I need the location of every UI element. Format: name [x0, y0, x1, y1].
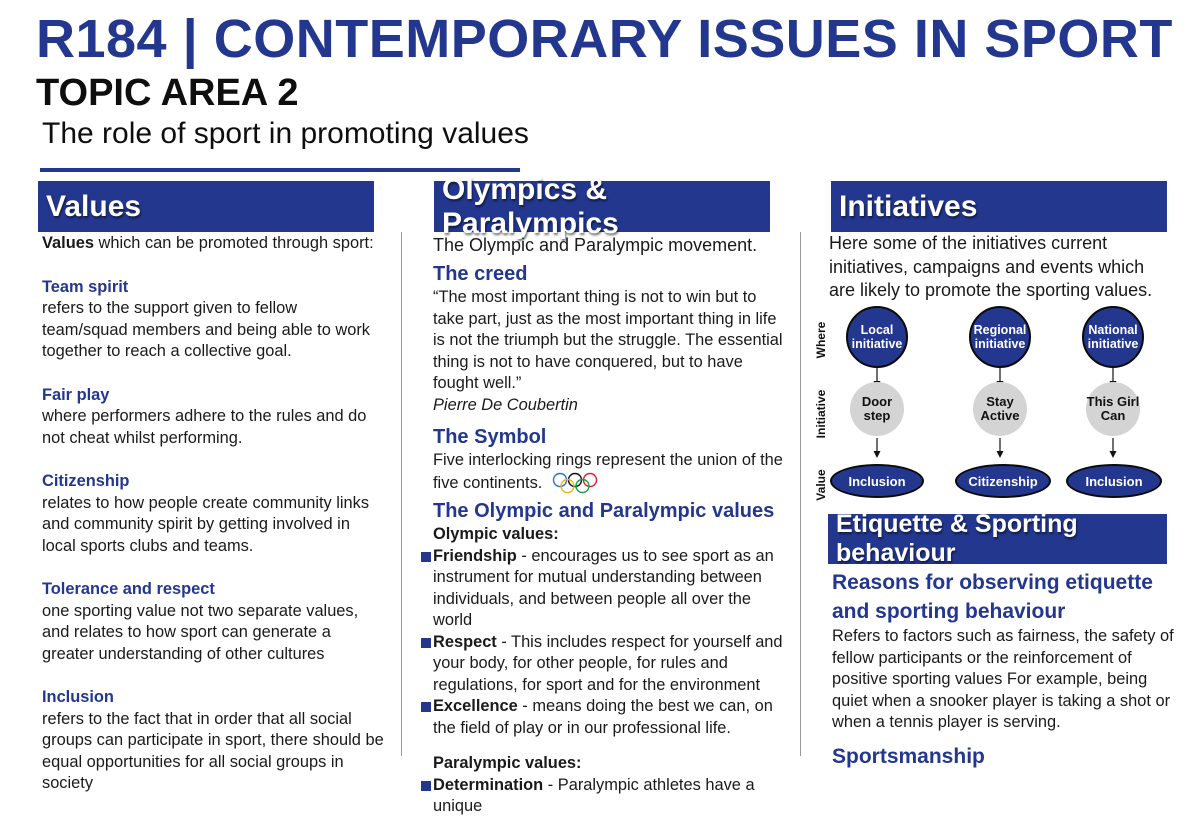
- value-label: Inclusion: [848, 473, 906, 489]
- initiatives-section-header: [831, 181, 1167, 232]
- olympics-intro: The Olympic and Paralympic movement.: [433, 235, 758, 255]
- column-divider-right: [800, 232, 801, 756]
- page-subtitle: The role of sport in promoting values: [42, 117, 529, 150]
- page-title: R184 | CONTEMPORARY ISSUES IN SPORT: [36, 9, 1173, 69]
- value-name: Citizenship: [42, 472, 130, 490]
- paralympic-value-determination: [433, 775, 783, 818]
- values-intro-bold: Values: [42, 234, 94, 252]
- where-circle-regional: [969, 306, 1031, 368]
- topic-area-heading: TOPIC AREA 2: [36, 72, 299, 114]
- olympic-value-name: Respect: [433, 632, 497, 651]
- where-label: Regional initiative: [973, 323, 1027, 351]
- creed-author: Pierre De Coubertin: [433, 395, 578, 414]
- symbol-heading: The Symbol: [433, 426, 547, 448]
- initiative-circle-door-step: [850, 382, 904, 436]
- value-item-inclusion: [42, 687, 387, 795]
- value-description: refers to the support given to fellow team/squad members and being able to work together to reach a collective goal.: [42, 299, 370, 360]
- row-label-initiative: Initiative: [814, 389, 828, 439]
- row-label-where: Where: [814, 321, 828, 359]
- paralympic-values-label: Paralympic values:: [433, 754, 582, 772]
- values-heading: Values: [46, 189, 142, 223]
- value-oval-citizenship: [955, 464, 1051, 498]
- value-description: where performers adhere to the rules and do not cheat whilst performing.: [42, 407, 367, 447]
- initiatives-diagram: [806, 300, 1176, 510]
- olympic-values-label: Olympic values:: [433, 525, 559, 543]
- value-item-citizenship: [42, 471, 387, 557]
- initiative-circle-stay-active: [973, 382, 1027, 436]
- bullet-square-icon: [421, 781, 431, 791]
- value-oval-inclusion: [830, 464, 924, 498]
- values-section: [42, 233, 387, 795]
- arrow-down-icon: [995, 438, 1005, 458]
- value-name: Inclusion: [42, 688, 114, 706]
- value-name: Tolerance and respect: [42, 580, 215, 598]
- value-description: refers to the fact that in order that all social groups can participate in sport, there should be equal opportunities for all social groups in society: [42, 709, 384, 792]
- olympic-value-name: Excellence: [433, 697, 518, 715]
- etiquette-reasons-heading: Reasons for observing etiquette and sporting behaviour: [832, 571, 1153, 623]
- initiative-circle-this-girl-can: [1086, 382, 1140, 436]
- value-description: relates to how people create community links and community spirit by getting involved in local sports clubs and teams.: [42, 493, 370, 555]
- etiquette-heading: Etiquette & Sporting behaviour: [836, 510, 1078, 567]
- olympics-section: [433, 233, 783, 818]
- bullet-square-icon: [421, 552, 431, 562]
- olympic-value-respect: [433, 632, 783, 697]
- values-section-header: [38, 181, 374, 232]
- row-label-value: Value: [814, 469, 828, 501]
- etiquette-section-header: [828, 510, 1167, 567]
- olympic-value-text: - encourages us to see sport as an instrument for mutual understanding between individuals, and between people all over the world: [433, 546, 774, 629]
- where-label: Local initiative: [851, 323, 903, 351]
- creed-quote: “The most important thing is not to win but to take part, just as the most important thing in life is not the triumph but the struggle. The essential thing is not to have conquered, but to have fought well.”: [433, 288, 783, 392]
- values-intro-rest: which can be promoted through sport:: [93, 234, 374, 252]
- olympic-value-text: - means doing the best we can, on the field of play or in our professional life.: [433, 697, 773, 737]
- where-label: National initiative: [1087, 323, 1139, 351]
- value-item-team-spirit: [42, 277, 387, 363]
- column-divider-left: [401, 232, 402, 756]
- initiative-label: Door step: [861, 394, 893, 423]
- arrow-down-icon: [872, 438, 882, 458]
- where-circle-local: [846, 306, 908, 368]
- olympics-heading: Olympics & Paralympics: [442, 172, 619, 240]
- value-item-fair-play: [42, 385, 387, 450]
- olympic-value-name: Friendship: [433, 546, 517, 565]
- value-label: Inclusion: [1085, 473, 1143, 489]
- arrow-down-icon: [1108, 438, 1118, 458]
- olympic-value-text: - This includes respect for yourself and your body, for other people, for rules and regulations, for sport and for the environment: [433, 632, 783, 694]
- title-underline: [40, 168, 520, 172]
- value-name: Team spirit: [42, 277, 129, 296]
- olympic-value-friendship: [433, 546, 783, 632]
- olympic-values-heading: The Olympic and Paralympic values: [433, 500, 775, 522]
- value-item-tolerance-respect: [42, 579, 387, 665]
- paralympic-value-text: - Paralympic athletes have a unique: [433, 775, 755, 815]
- olympics-section-header: [434, 172, 770, 240]
- paralympic-value-name: Determination: [433, 775, 544, 794]
- where-circle-national: [1082, 306, 1144, 368]
- value-label: Citizenship: [968, 473, 1038, 489]
- values-intro: [42, 233, 387, 255]
- creed-heading: The creed: [433, 263, 528, 285]
- symbol-text-wrap: [433, 450, 783, 494]
- bullet-square-icon: [421, 638, 431, 648]
- initiatives-heading: Initiatives: [839, 189, 978, 223]
- symbol-text: Five interlocking rings represent the union of the five continents.: [433, 451, 783, 492]
- initiative-label: Stay Active: [980, 394, 1020, 423]
- olympic-rings-icon: [551, 472, 601, 494]
- bullet-square-icon: [421, 702, 431, 712]
- value-oval-inclusion-2: [1066, 464, 1162, 498]
- value-name: Fair play: [42, 385, 110, 404]
- value-description: one sporting value not two separate values, and relates to how sport can generate a greater understanding of other cultures: [42, 601, 359, 663]
- olympic-value-excellence: [433, 696, 783, 739]
- initiatives-intro: Here some of the initiatives current initiatives, campaigns and events which are likely to promote the sporting values.: [829, 233, 1153, 300]
- initiative-label: This Girl Can: [1086, 394, 1140, 423]
- etiquette-reasons-text: Refers to factors such as fairness, the safety of fellow participants or the reinforcement of positive sporting values For example, being quiet when a snooker player is taking a shot or when a tennis player is serving.: [832, 627, 1174, 731]
- etiquette-section: [832, 568, 1177, 771]
- sportsmanship-heading: Sportsmanship: [832, 744, 985, 768]
